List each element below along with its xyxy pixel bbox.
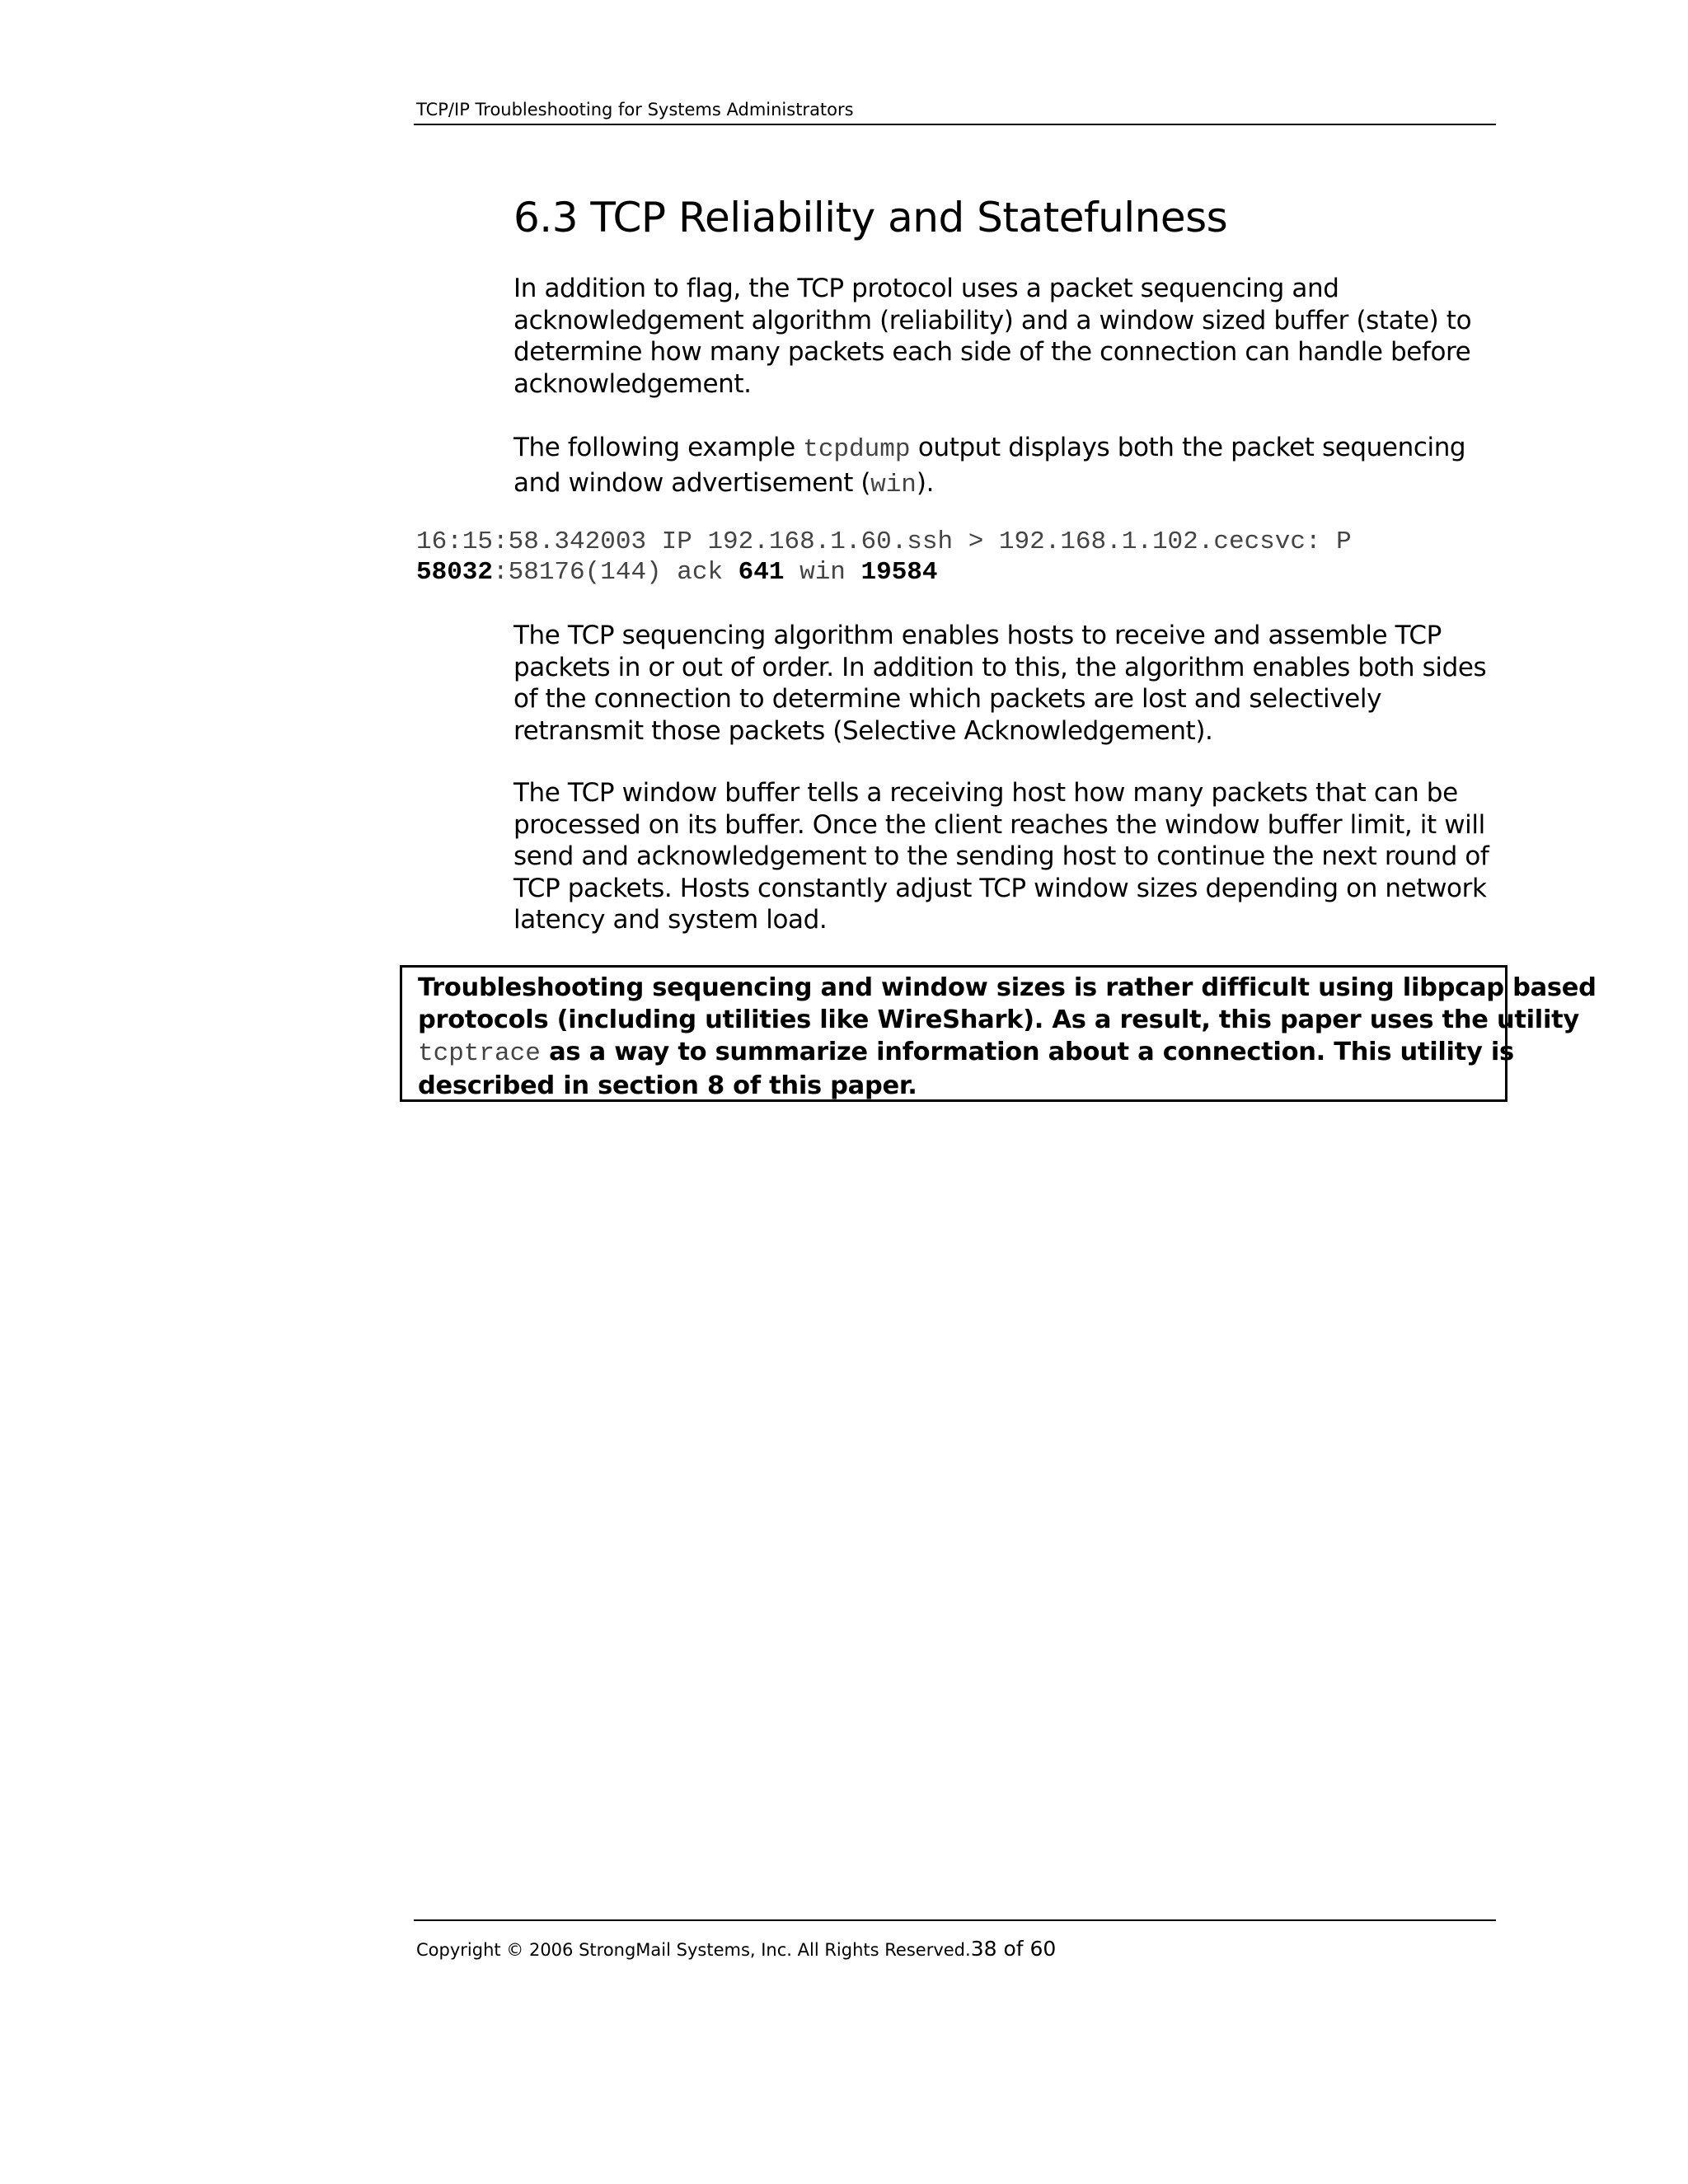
code-ack-value: 641 bbox=[738, 558, 785, 587]
code-line-1: 16:15:58.342003 IP 192.168.1.60.ssh > 192.168.1.102.cecsvc: P bbox=[416, 527, 1352, 556]
note-line bbox=[418, 1036, 1514, 1070]
text-fragment: ). bbox=[916, 468, 935, 498]
text-line: of the connection to determine which packets are lost and selectively bbox=[513, 684, 1382, 714]
text-line: The TCP window buffer tells a receiving host how many packets that can be bbox=[513, 778, 1458, 808]
code-example bbox=[416, 527, 1352, 588]
code-seq-start: 58032 bbox=[416, 558, 494, 587]
text-line: In addition to flag, the TCP protocol uses a packet sequencing and bbox=[513, 274, 1339, 303]
text-fragment: as a way to summarize information about a connection. This utility is bbox=[540, 1038, 1514, 1066]
code-seq-rest: :58176(144) ack bbox=[493, 558, 738, 587]
text-line: packets in or out of order. In addition to this, the algorithm enables both sides bbox=[513, 652, 1487, 682]
inline-code-tcptrace: tcptrace bbox=[418, 1039, 541, 1068]
footer bbox=[416, 1937, 1056, 1961]
header-rule bbox=[414, 124, 1496, 125]
text-line: processed on its buffer. Once the client reaches the window buffer limit, it will bbox=[513, 809, 1485, 840]
text-line: acknowledgement. bbox=[513, 368, 752, 399]
code-win-label: win bbox=[784, 558, 861, 587]
paragraph-sequencing bbox=[513, 620, 1498, 747]
inline-code-win: win bbox=[870, 471, 917, 499]
note-box bbox=[400, 965, 1597, 1102]
text-line: determine how many packets each side of the connection can handle before bbox=[513, 337, 1471, 367]
note-line: Troubleshooting sequencing and window sizes is rather difficult using libpcap based bbox=[418, 973, 1597, 1002]
text-fragment: The following example bbox=[513, 433, 804, 462]
text-line: send and acknowledgement to the sending host to continue the next round of bbox=[513, 841, 1489, 871]
text-line: The TCP sequencing algorithm enables hosts to receive and assemble TCP bbox=[513, 621, 1442, 650]
text-fragment: output displays both the packet sequencing bbox=[910, 433, 1466, 462]
running-header: TCP/IP Troubleshooting for Systems Administrators bbox=[416, 100, 854, 120]
section-title: 6.3 TCP Reliability and Statefulness bbox=[513, 194, 1228, 241]
code-win-value: 19584 bbox=[860, 558, 938, 587]
text-line: retransmit those packets (Selective Acknowledgement). bbox=[513, 715, 1213, 746]
note-line: described in section 8 of this paper. bbox=[418, 1071, 917, 1100]
text-line bbox=[513, 431, 1498, 466]
inline-code-tcpdump: tcpdump bbox=[803, 435, 911, 464]
footer-page-number: 38 of 60 bbox=[970, 1937, 1057, 1961]
text-line: TCP packets. Hosts constantly adjust TCP window sizes depending on network bbox=[513, 873, 1487, 903]
paragraph-window-buffer bbox=[513, 777, 1498, 936]
text-line: acknowledgement algorithm (reliability) and a window sized buffer (state) to bbox=[513, 305, 1472, 335]
text-fragment: and window advertisement ( bbox=[513, 468, 871, 498]
footer-rule bbox=[414, 1919, 1496, 1921]
paragraph-example-intro bbox=[513, 431, 1498, 502]
text-line: latency and system load. bbox=[513, 905, 828, 935]
paragraph-intro bbox=[513, 273, 1498, 400]
footer-copyright: Copyright © 2006 StrongMail Systems, Inc. All Rights Reserved. bbox=[416, 1940, 971, 1960]
text-line bbox=[513, 466, 1498, 502]
note-line: protocols (including utilities like WireShark). As a result, this paper uses the utility bbox=[418, 1005, 1579, 1034]
